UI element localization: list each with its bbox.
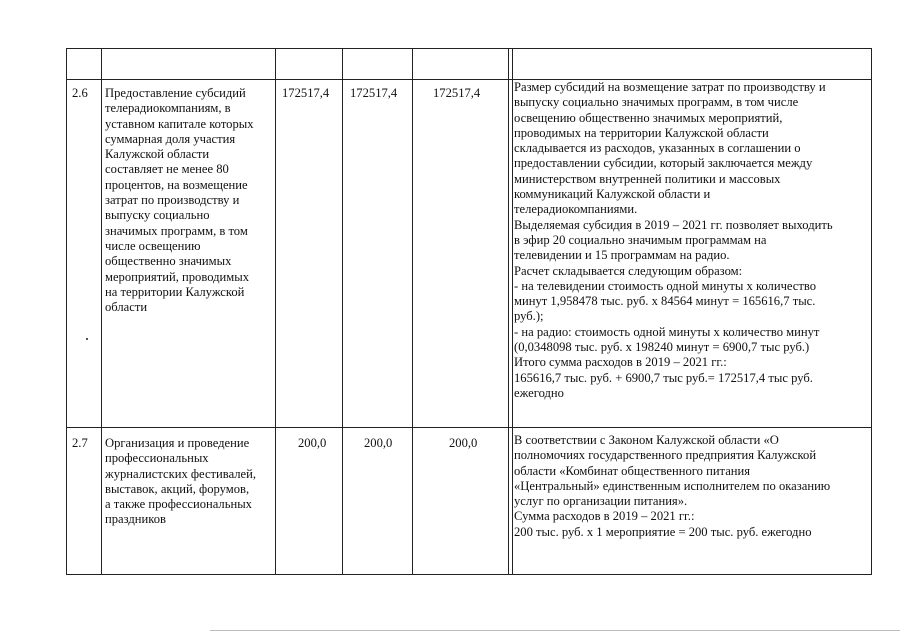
text-line: Расчет складывается следующим образом: — [514, 263, 743, 278]
text-line: а также профессиональных — [105, 497, 252, 512]
text-line: Сумма расходов в 2019 – 2021 гг.: — [514, 509, 695, 524]
text-line: Размер субсидий на возмещение затрат по производству и — [514, 80, 826, 94]
text-line: Выделяемая субсидия в 2019 – 2021 гг. позволяет выходить — [514, 217, 833, 232]
value-2020: 172517,4 — [350, 86, 398, 100]
text-line: праздников — [105, 512, 166, 527]
text-line: проводимых на территории Калужской области — [514, 125, 769, 140]
text-line: телевидении и 15 программам на радио. — [514, 248, 730, 263]
text-line: Предоставление субсидий — [105, 86, 246, 100]
column-divider — [412, 48, 413, 575]
page-bottom-rule — [210, 630, 900, 631]
justification-cell — [514, 80, 870, 401]
column-divider — [342, 48, 343, 575]
text-line: уставном капитале которых — [105, 116, 254, 131]
text-line: В соответствии с Законом Калужской области «О — [514, 433, 779, 447]
text-line: услуг по организации питания». — [514, 494, 688, 509]
text-line: области «Комбинат общественного питания — [514, 463, 751, 478]
text-line: числе освещению — [105, 238, 201, 253]
text-line: телерадиокомпаниям, в — [105, 101, 231, 116]
text-line: общественно значимых — [105, 254, 232, 269]
text-line: министерством внутренней политики и массовых — [514, 171, 781, 186]
text-line: предоставлении субсидии, который заключается между — [514, 156, 813, 171]
value-2019: 172517,4 — [282, 86, 330, 100]
text-line: коммуникаций Калужской области и — [514, 187, 711, 202]
text-line: полномочиях государственного предприятия Калужской — [514, 448, 817, 463]
text-line: (0,0348098 тыс. руб. х 198240 минут = 6900,7 тыс руб.) — [514, 340, 810, 355]
text-line: выпуску социально — [105, 208, 210, 223]
text-line: области — [105, 300, 148, 315]
text-line: в эфир 20 социально значимым программам на — [514, 232, 767, 247]
value-2019: 200,0 — [298, 436, 327, 450]
text-line: минут 1,958478 тыс. руб. х 84564 минут = 165616,7 тыс. — [514, 294, 816, 309]
text-line: складывается из расходов, указанных в соглашении о — [514, 141, 801, 156]
text-line: выпуску социально значимых программ, в том числе — [514, 95, 799, 110]
text-line: на территории Калужской — [105, 284, 245, 299]
row-divider — [66, 427, 872, 428]
text-line: журналистских фестивалей, — [105, 466, 257, 481]
text-line: ежегодно — [514, 385, 564, 400]
text-line: суммарная доля участия — [105, 131, 236, 146]
text-line: процентов, на возмещение — [105, 177, 248, 192]
measure-name-cell — [105, 86, 273, 315]
text-line: 165616,7 тыс. руб. + 6900,7 тыс руб.= 172517,4 тыс руб. — [514, 370, 813, 385]
scan-speck — [86, 338, 88, 340]
value-2020: 200,0 — [364, 436, 393, 450]
text-line: выставок, акций, форумов, — [105, 481, 250, 496]
text-line: Итого сумма расходов в 2019 – 2021 гг.: — [514, 355, 727, 370]
text-line: руб.); — [514, 309, 544, 324]
text-line: мероприятий, проводимых — [105, 269, 250, 284]
row-number: 2.7 — [72, 436, 88, 450]
column-divider — [275, 48, 276, 575]
text-line: затрат по производству и — [105, 193, 240, 208]
column-divider — [101, 48, 102, 575]
value-2021: 200,0 — [449, 436, 478, 450]
column-divider — [512, 48, 513, 575]
text-line: значимых программ, в том — [105, 223, 248, 238]
text-line: освещению общественно значимых мероприятий, — [514, 110, 783, 125]
text-line: Калужской области — [105, 147, 210, 162]
measure-name-cell — [105, 436, 273, 528]
text-line: 200 тыс. руб. х 1 мероприятие = 200 тыс. руб. ежегодно — [514, 524, 812, 539]
text-line: Организация и проведение — [105, 436, 250, 450]
column-divider — [508, 48, 509, 575]
text-line: телерадиокомпаниями. — [514, 202, 638, 217]
text-line: составляет не менее 80 — [105, 162, 229, 177]
text-line: профессиональных — [105, 451, 209, 466]
text-line: - на телевидении стоимость одной минуты х количество — [514, 278, 817, 293]
row-number: 2.6 — [72, 86, 88, 100]
value-2021: 172517,4 — [433, 86, 481, 100]
text-line: - на радио: стоимость одной минуты х количество минут — [514, 324, 820, 339]
text-line: «Центральный» единственным исполнителем по оказанию — [514, 478, 831, 493]
justification-cell — [514, 433, 870, 540]
